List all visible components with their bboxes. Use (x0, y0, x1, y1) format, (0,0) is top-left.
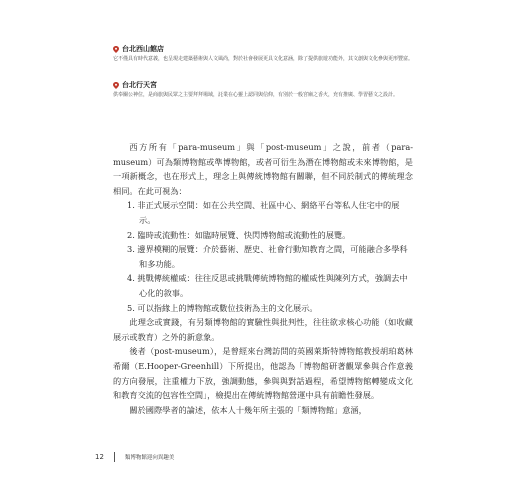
list-item: 5. 可以指緣上的博物館或數位技術為主的文化展示。 (127, 302, 318, 313)
caption-note-2 (113, 80, 413, 99)
main-body-text (113, 140, 413, 417)
intro-paragraph: 西方所有「para-museum」與「post-museum」之說，前者（para-museum）可為類博物館或準博物館，或者可衍生為潛在博物館或未來博物館，是一項新概念，也在形式上，理念上與傳統博物館有關聯，但不同於制式的傳統理念相同。在此可視為： (113, 142, 413, 196)
caption-note-1-title: 台北西山館店 (122, 45, 164, 53)
caption-note-1-header (113, 44, 413, 54)
list-item: 2. 臨時或流動性：如臨時展覽、快閃博物館或流動性的展覽。 (127, 229, 351, 240)
list-item: 3. 邊界模糊的展覽：介於藝術、歷史、社會行動知教育之間，可能融合多學科和多功能。 (127, 244, 408, 269)
list-item: 1. 非正式展示空間：如在公共空間、社區中心、網絡平台等私人住宅中的展示。 (127, 200, 400, 225)
numbered-point-list (113, 198, 413, 315)
map-pin-icon (113, 46, 119, 53)
list-item: 4. 挑戰傳統權威：往往反思或挑戰傳統博物館的權威性與陳列方式，強調去中心化的敘事。 (127, 273, 408, 298)
caption-note-2-title: 台北行天宮 (122, 81, 157, 89)
caption-note-2-header (113, 80, 413, 90)
caption-note-2-text: 供奉關公神位，是商旅與民眾之主要拜拜場域，託業在心靈上認同與信仰，有別於一般宮廟之香火，充有推廣、學習藝文之設計。 (113, 92, 399, 98)
page-number: 12 (95, 453, 104, 461)
caption-note-1 (113, 44, 413, 63)
caption-note-1-text: 它不僅具有時代意義，也呈現走建築藝術與人文風尚，對於社會發展更具文化意涵，除了提供旅遊功能外，其文創與文化參與更形豐富。 (113, 56, 414, 62)
closing-paragraph: 關於國際學者的論述，依本人十幾年所主張的「類博物館」意涵， (129, 404, 367, 415)
page-footer (95, 452, 425, 462)
post-museum-paragraph: 後者（post-museum），是曾經來台灣訪問的英國萊斯特博物館教授胡珀葛林希爾（E.Hooper-Greenhill）下所提出，他認為「博物館研著觀眾參與合作意義的方向發展，注重權力下放，強調動態，參與與對話過程，希望博物館轉變成文化和教育交流的包容性空間」，檢提出在傳統博物館營運中具有前瞻性發展。 (113, 346, 413, 401)
running-book-title: 類博物館迎向異趣美 (124, 455, 175, 461)
after-points-paragraph: 此理念或實踐，有另類博物館的實驗性與批判性，往往欲求核心功能（如收藏展示或教育）之外的新意象。 (113, 317, 413, 342)
footer-divider (114, 452, 115, 462)
map-pin-icon (113, 82, 119, 89)
